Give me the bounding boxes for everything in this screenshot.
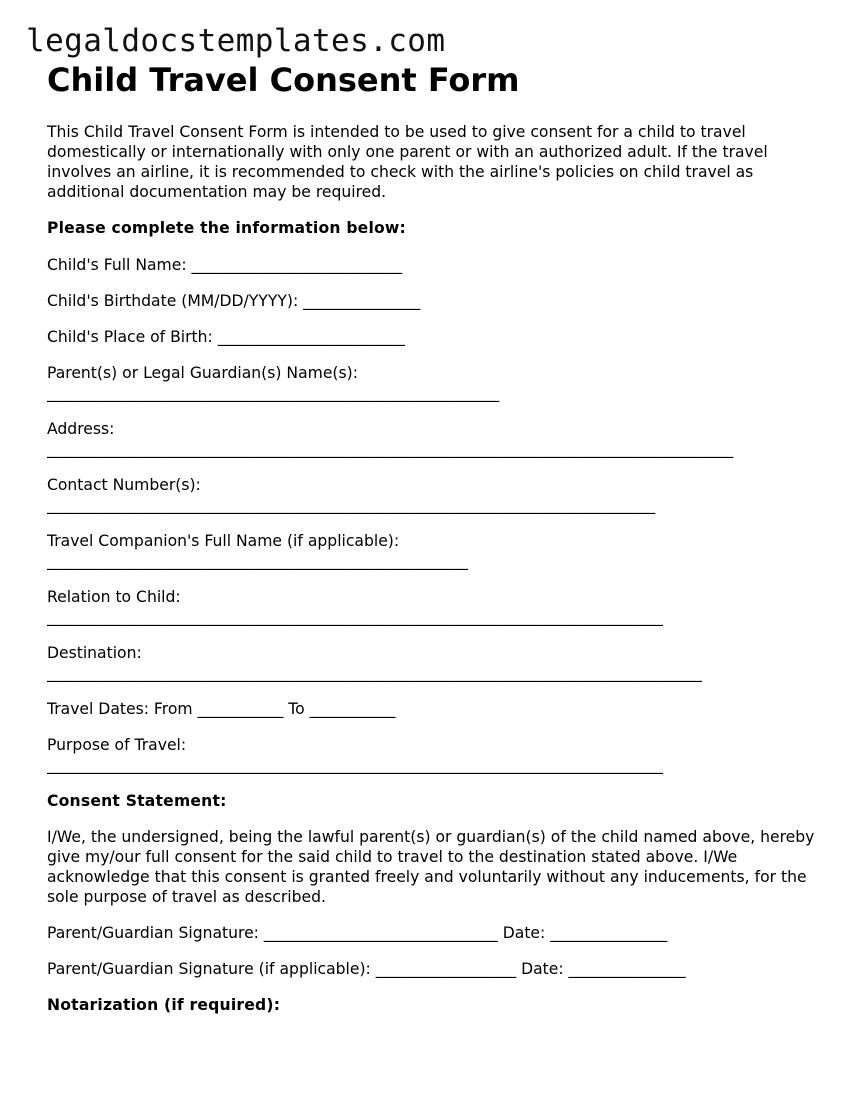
destination-label: Destination: — [47, 644, 142, 662]
travel-dates-field[interactable]: Travel Dates: From ___________ To ___________ — [47, 700, 396, 718]
address-label: Address: — [47, 420, 115, 438]
contact-label: Contact Number(s): — [47, 476, 201, 494]
form-title: Child Travel Consent Form — [47, 61, 520, 99]
form-page — [47, 60, 817, 1015]
consent-heading: Consent Statement: — [47, 792, 227, 810]
intro-paragraph: This Child Travel Consent Form is intended to be used to give consent for a child to travel domestically or internationally with only one parent or with an authorized adult. If the travel involves an airline, it is recommended to check with the airline's policies on child travel as additional documentation may be required. — [47, 123, 768, 201]
address-blank[interactable]: ________________________________________________________________________________________ — [47, 440, 734, 458]
parents-blank[interactable]: __________________________________________________________ — [47, 384, 500, 402]
purpose-blank[interactable]: _______________________________________________________________________________ — [47, 756, 663, 774]
child-birthdate-field[interactable]: Child's Birthdate (MM/DD/YYYY): _______________ — [47, 292, 421, 310]
companion-field[interactable] — [47, 531, 817, 571]
companion-blank[interactable]: ______________________________________________________ — [47, 552, 469, 570]
info-heading: Please complete the information below: — [47, 219, 406, 237]
contact-field[interactable] — [47, 475, 817, 515]
signature-line-1[interactable]: Parent/Guardian Signature: ______________________________ Date: _______________ — [47, 924, 668, 942]
relation-field[interactable] — [47, 587, 817, 627]
child-name-field[interactable]: Child's Full Name: ___________________________ — [47, 256, 403, 274]
notarization-heading: Notarization (if required): — [47, 996, 281, 1014]
consent-statement: I/We, the undersigned, being the lawful parent(s) or guardian(s) of the child named above, hereby give my/our full consent for the said child to travel to the destination stated above. I/We acknowledge that this consent is granted freely and voluntarily without any inducements, for the sole purpose of travel as described. — [47, 828, 815, 906]
parents-field[interactable] — [47, 363, 817, 403]
relation-blank[interactable]: _______________________________________________________________________________ — [47, 608, 663, 626]
purpose-label: Purpose of Travel: — [47, 736, 187, 754]
parents-label: Parent(s) or Legal Guardian(s) Name(s): — [47, 364, 358, 382]
child-birthplace-field[interactable]: Child's Place of Birth: ________________________ — [47, 328, 405, 346]
purpose-field[interactable] — [47, 735, 817, 775]
contact-blank[interactable]: ______________________________________________________________________________ — [47, 496, 656, 514]
destination-blank[interactable]: ____________________________________________________________________________________ — [47, 664, 702, 682]
relation-label: Relation to Child: — [47, 588, 181, 606]
signature-line-2[interactable]: Parent/Guardian Signature (if applicable): __________________ Date: _______________ — [47, 960, 686, 978]
destination-field[interactable] — [47, 643, 817, 683]
site-watermark: legaldocstemplates.com — [26, 23, 446, 59]
companion-label: Travel Companion's Full Name (if applicable): — [47, 532, 400, 550]
address-field[interactable] — [47, 419, 817, 459]
